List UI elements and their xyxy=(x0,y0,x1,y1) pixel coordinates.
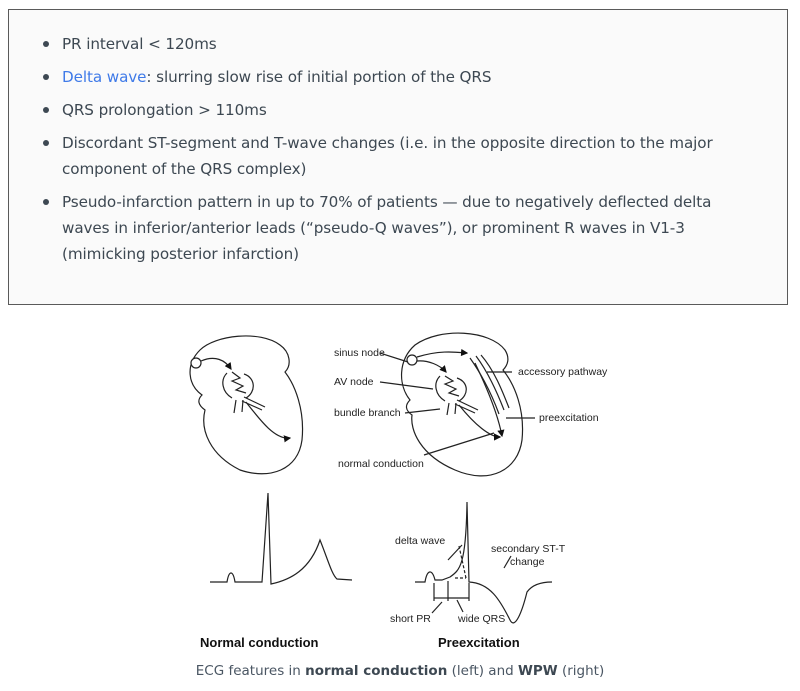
label-wide-qrs: wide QRS xyxy=(458,613,506,625)
normal-heart-icon xyxy=(190,336,302,474)
bullet-icon xyxy=(43,74,49,80)
label-normal-conduction-path: normal conduction xyxy=(338,458,424,470)
delta-wave-link[interactable]: Delta wave xyxy=(62,68,147,86)
list-item xyxy=(43,64,763,90)
label-bundle-branch: bundle branch xyxy=(334,407,401,419)
label-delta-wave: delta wave xyxy=(395,535,446,547)
title-preexcitation: Preexcitation xyxy=(438,635,520,650)
bullet-icon xyxy=(43,41,49,47)
figure-caption xyxy=(0,663,800,679)
label-secondary-st-t: secondary ST-T xyxy=(491,543,566,555)
ecg-figure xyxy=(0,310,800,650)
list-item xyxy=(43,31,763,57)
label-short-pr: short PR xyxy=(390,613,431,625)
callout-box xyxy=(8,9,788,305)
caption-suffix: (right) xyxy=(557,663,605,679)
caption-prefix: ECG features in xyxy=(195,663,306,679)
list-item-text: : slurring slow rise of initial portion of the QRS xyxy=(146,68,492,86)
normal-ecg-trace xyxy=(210,493,352,584)
list-item-text: Discordant ST-segment and T-wave changes (i.e. in the opposite direction to the major component of the QRS complex) xyxy=(62,134,713,178)
bullet-icon xyxy=(43,107,49,113)
caption-wpw: WPW xyxy=(518,663,558,679)
list-item xyxy=(43,189,763,267)
ecg-diagram xyxy=(0,310,800,650)
label-preexcitation-path: preexcitation xyxy=(539,412,599,424)
feature-list xyxy=(43,31,763,274)
bullet-icon xyxy=(43,199,49,205)
list-item xyxy=(43,97,763,123)
list-item-text: QRS prolongation > 110ms xyxy=(62,101,267,119)
label-sinus-node: sinus node xyxy=(334,347,385,359)
caption-normal-conduction: normal conduction xyxy=(305,663,448,679)
preexcitation-heart-icon xyxy=(380,333,535,476)
title-normal-conduction: Normal conduction xyxy=(200,635,319,650)
caption-middle: (left) and xyxy=(447,663,518,679)
bullet-icon xyxy=(43,140,49,146)
list-item-text: PR interval < 120ms xyxy=(62,35,217,53)
label-secondary-st-t-change: change xyxy=(510,556,545,568)
label-accessory-pathway: accessory pathway xyxy=(518,366,608,378)
label-av-node: AV node xyxy=(334,376,374,388)
list-item xyxy=(43,130,763,182)
list-item-text: Pseudo-infarction pattern in up to 70% of patients — due to negatively deflected delta waves in inferior/anterior leads (“pseudo-Q waves”), or prominent R waves in V1-3 (mimicking posterior infarction) xyxy=(62,193,712,263)
